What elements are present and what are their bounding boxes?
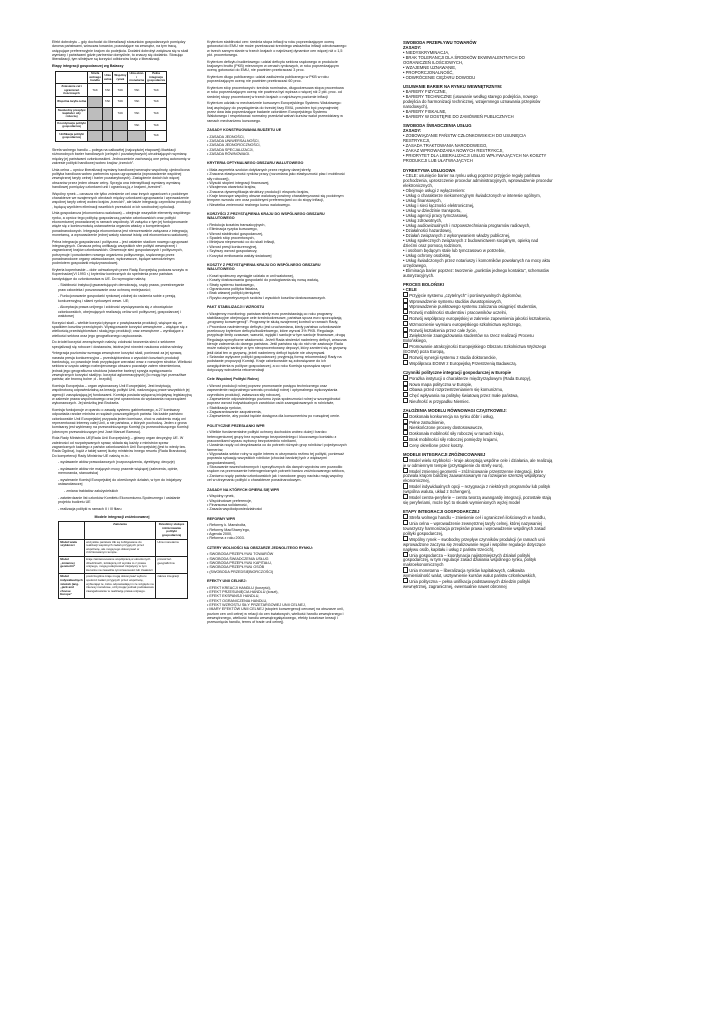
checkbox-bullet-icon [403, 520, 408, 525]
paragraph: • EFEKT EKSPANSJI HANDLU, [207, 594, 260, 599]
table-cell: TAK [128, 120, 146, 131]
line-text: • BRAK TOLERANCJI DLA ŚRODKÓW EKWIWALENTNYCH DO OGRANICZEŃ ILOŚCIOWYCH, [403, 55, 525, 65]
paragraph: Kryterium długu publicznego: udział zadłużenia publicznego w PKB w roku poprzedzającym ocenę nie powinien przekraczać 60 proc. [207, 75, 329, 84]
paragraph: Wspólny rynek – oznacza nie tylko zniesienie ceł oraz innych ograniczeń z podobnym charakterze we wzajemnych obrotach między członkami ugrupowania i wprowadzenie wspólnej taryfy celnej wobec krajów „trzecich”, ale także integrację czynników produkcji , będącą wynikiem eliminacji wszelkich przeszkód w ich swobodnej cyrkulacji. [52, 191, 191, 209]
paragraph: • Procedura nadmiernego deficytu: jest uruchamiana, kiedy państwo członkowskie przekroczy kryterium deficytu/budżetowego, które wynosi 3% PKB. Regulacja przypisuje limity czasowe, warunki, wyjątki i sankcje w tym sankcje finansowe, drugą Regulacja specyficzne wiadomość. Jeżeli Rada stwierdzi nadmierny deficyt, wówczas kieruje zalecenia do danego państwa. Jeśli państwo się do nich nie zastosuje Rada może nałożyć sankcje w tym nieoprocentowany depozyt, który zamieni się w grzywnę jeśli dział ten w grzywnę, jeżeli nadmierny deficyt będzie nie utrzymywał. [207, 324, 347, 355]
paragraph: Kryterium deficytu budżetowego: udział deficytu sektora rządowego w produkcie krajowym brutto (PKB) mierzonym w cenach rynkowych, w roku poprzedzającym ocenę gotowości do EMU, nie powinien przekraczać 3 proc. [207, 59, 339, 73]
table-header-cell: Wspólny rynek [113, 71, 128, 84]
line-text: • Usług w dziedzinie transportu, [403, 207, 462, 213]
section-heading: ZASADY NA KTÓRYCH OPIERA SIĘ WPR [207, 487, 280, 492]
checkbox-bullet-icon [403, 413, 408, 418]
line-text: • BARIERY FIZYCZNE, [403, 89, 447, 95]
line-text: • Działań związanych z wykonywaniem władzy publicznej, [403, 232, 511, 238]
paragraph: • Straty systemu bankowego, [207, 282, 255, 287]
integration-models-table [58, 521, 188, 599]
line-text: Doskonała konkurencja na rynku dóbr i usług, [409, 413, 494, 419]
paragraph: • ZASADA JEDNOROCZNOŚCI, [207, 143, 261, 148]
paragraph: • Kraje tworzące wspólny obszar walutowy powinny charakteryzować się podobnym tempem wzrostu cen oraz podobnymi preferencjami co do stopy inflacji, [207, 194, 344, 203]
line-text: Rozwój mobilności studentów i pracowników uczelni, [409, 309, 507, 315]
list-line [403, 552, 553, 568]
paragraph: • MIARY EFEKTÓW UNII CELNEJ (stopień konwergencji cenowej na obszarze unii, poziom cen unii celnej w relacji do cen światowych, wielkość handlu zewnętrznego i wewnętrznego, wielkość handlu wewnątrzgałęziowego, efekty kosztowe kreacji i przesunięcia handlu, terms of trade unii celnej). [207, 607, 344, 625]
line-text: Wprowadzenie systemu studiów dwustopniowych, [409, 298, 503, 304]
line-text: Chęć wpływania na politykę światową przez małe państwa, [409, 392, 519, 398]
table-cell: TAK [128, 84, 146, 97]
section-heading: KOSZTY Z PRZYSTĄPIENIA KRAJU DO WSPÓLNEGO OBSZARU WALUTOWEGO [207, 262, 321, 272]
paragraph: - Funkcjonowanie gospodarki rynkowej zdolnej do radzenia sobie z presją konkurencyjną i siłami rynkowymi wewn. UE; [58, 294, 176, 303]
section-heading: REFORMY WPR [207, 516, 235, 521]
table-cell: TAK [146, 120, 167, 131]
table-cell [113, 120, 128, 131]
line-text: Przyjęcie systemu „czytelnych” i porównywalnych dyplomów, [409, 292, 522, 298]
table-header-row [56, 71, 167, 84]
table-row-label: Koordynacja polityki gospodarczej [56, 120, 88, 131]
line-text: Zwiększenie zaangażowania studentów na rzecz realizacji Procesu Bolońskiego, [403, 333, 534, 344]
paragraph: • (SWOBODA PRZEDSIĘBIORCZOŚCI) [207, 569, 274, 574]
checkbox-bullet-icon [403, 321, 408, 326]
paragraph: • Niewielka zmienność realnego kursu walutowego. [207, 202, 291, 207]
table-row-label: Model „zmiennej geometrii” [59, 557, 85, 574]
line-text: ZAŁOŻENIA MODELU RÓWNOWAGI CZĄSTKOWEJ: [403, 407, 507, 413]
paragraph: • SWOBODA PRZEPŁYWU OSÓB [207, 565, 265, 570]
table-cell [102, 120, 112, 131]
line-text: Ceny określone przez koszty. [409, 442, 464, 448]
line-text: • ODWRÓCENIE CIĘŻARU DOWODU [403, 75, 476, 80]
table-cell [88, 120, 103, 131]
list-line [403, 133, 553, 143]
paragraph: • Redukcja kosztów transakcyjnych, [207, 223, 266, 228]
line-text: • i osobom będącym stale lub tymczasowo w potrzebie, [403, 247, 506, 253]
list-line [403, 578, 553, 589]
checkbox-bullet-icon [403, 578, 408, 583]
table-header-cell: Założenia [84, 522, 155, 539]
table-row-label: Unifikacja polityki gospodarczej [56, 131, 88, 142]
checkbox-bullet-icon [403, 360, 408, 365]
paragraph: • Wielkie fundamentalne polityki ochrony dochodów wobec dużej i bardzo heterogenicznej grupy bez wyraźnego bezpośredniego i kluczowego kontaktu z pracownikami wyrazu wyborcy bezpośrednio rolnikami, [207, 430, 337, 444]
table-header-cell: Unia ekon. i monetarna [129, 71, 145, 83]
paragraph: • Wzrost stabilności gospodarczej, [207, 231, 264, 236]
line-text: Współpraca EOSW z Europejską Przestrzenią Badawczą. [409, 360, 517, 366]
table-row [59, 539, 188, 556]
column-left [52, 40, 192, 599]
table-cell: TAK [113, 84, 128, 97]
line-text: • Usług audiowizualnych i rozpowszechniania programów radiowych, [403, 222, 531, 228]
paragraph: Do źródeł korzyści zewnętrznych należą: zdolność tworzenia sieci z sektorem specjalizacji się robocze i dostawców, istotna jest również naukowa zdolna wiedzy. [52, 340, 184, 349]
line-text: Model indywidualnych opcji – rezygnacja z niektórych programów lub polityk (wspólna waluta, układ z Schengen), [403, 484, 551, 495]
line-text: SWOBODA ŚWIADCZENIA USŁUG [403, 123, 472, 129]
section-heading: ZASADY KONSTRUOWANIA BUDŻETU UE [207, 128, 282, 133]
line-text: MODELE INTEGRACJI ZRÓŻNICOWANEJ [403, 451, 486, 457]
checkbox-bullet-icon [403, 392, 408, 397]
paragraph: - zatwierdzanie list członków Komitetu Ekonomiczno-Społecznego i ustalanie projektu budżetu UE [58, 495, 181, 504]
checkbox-bullet-icon [403, 494, 408, 499]
line-text: Rozwój kształcenia przez całe życie, [409, 327, 477, 333]
line-text: • Usług agencji pracy tymczasowej, [403, 212, 469, 218]
line-text: Model wielu szybkości - kraje akceptują wspólne cele i działania, ale realizują je w odmiennym tempie (przystąpienie do strefy euro), [403, 457, 553, 468]
paragraph: • ZASADA RÓWNOWAGI. [207, 152, 251, 157]
line-text: • Eliminacja barier poprzez: tworzenie „punktów jednego kontaktu”, schematów autoryzacyjnych. [403, 267, 550, 278]
paragraph: • Wspólny rynek, [207, 494, 235, 499]
line-text: • Usług świadczonych przez notariuszy i komorników powołanych na mocy aktu urzędowego, [403, 257, 551, 268]
paragraph: • Sztandar wytyczne polityki gospodarczej: przyjmują formę rekomendacji Rady na podstawie propozycji Komisji. Kraje członkowskie są zobowiązane do ich uwzględnienia w polityce gospodarczej, a co roku Komisja sporządza raport dotyczący wdrożenia rekomendacji [207, 354, 342, 373]
list-line [403, 94, 553, 109]
table-header-cell [59, 522, 85, 539]
paragraph: • EFEKT PRZESUNIĘCIA HANDLU (koszt), [207, 589, 279, 594]
table-row [56, 97, 167, 108]
paragraph: • Korzyści emitowania waluty światowej [207, 253, 272, 258]
checkbox-bullet-icon [403, 424, 408, 429]
table-cell: poszczególne kraje mogą dokonywać wyboru spośród zadań przyjętych przez wspólnotę, wybierając te, które odpowiadają im ze względu na interesy narodowe, utrzymując jednak podstawowe zaangażowanie w realizację prawa unijnego. [84, 574, 155, 599]
paragraph: Pełna integracja gospodarcza i polityczna – jest ostatnim stadium nowego ugrupowań integracyjnych. Oznacza pełną unifikację wszystkich sfer polityki wewnętrznej i zagranicznej krajów członkowskich. Obserwuje sieć gospodarczych i politycznych, potrzymuje i powołaniem nowego organizmu politycznego, rządzonego przez ponadnarodowe organy ustawodawcze, wykonawcze, będące samodzielnym podmiotem gospodarki międzynarodowej. [52, 239, 189, 266]
paragraph: • Uważnia rządy od decydowania co do potrzeb różnych grup rolników i pojedynczych farmerów, [207, 443, 347, 452]
table-cell [88, 97, 103, 108]
table-header-row [59, 522, 188, 539]
left-body [52, 148, 192, 519]
checkbox-bullet-icon [403, 514, 408, 519]
line-text: • ZASADA TRAKTOWANIA NARODOWEGO, [403, 143, 488, 149]
section-heading: KORZYŚCI Z PRZYSTĄPIENIA KRAJU DO WSPÓLNEGO OBSZARU WALUTOWEGO [207, 212, 325, 221]
list-line [403, 173, 553, 188]
checkbox-bullet-icon [403, 567, 408, 572]
paragraph: Kryterium udziału w mechanizmie kursowym Europejskiego Systemu Walutowego: kraj aspirujący do przystąpienia do trzeciej fazy EMU, powinien być przynajmniej przez dwa lata poprzedzające badanie członkiem Europejskiego Systemu Walutowego i respektować normalny przedział wahań kursów walut przewidziany w ramach mechanizmu kursowego. [207, 101, 343, 123]
line-text: • Usług finansowych, [403, 197, 442, 203]
paragraph: - Stabilność instytucji gwarantujących demokrację, rządy prawa, przestrzeganie praw człowieka i poszanowanie oraz ochronę mniejszości; [58, 283, 185, 292]
list-line [403, 520, 553, 536]
paragraph: • Wypowiada sektor rolny w ogóle interes w utrzymaniu reżimu tej polityki, ponieważ poprawia sytuację wszystkich rolników (chociaż bardziej tych z większymi gospodarstwami), [207, 452, 344, 465]
table-cell [113, 131, 128, 142]
table-row [56, 84, 167, 97]
paragraph: • Znaczna dywersyfikacja struktury produkcji i eksportu krajów, [207, 189, 309, 194]
paragraph: • Stosowanie wszechobronnych i specyficznych dla danych wyrobów cen pozwoliło rządom na przenoszenie heterogenicznych potrzeb bardzo zróżnicowanego sektora, [207, 465, 345, 474]
checkbox-bullet-icon [403, 327, 408, 332]
table-header-cell: Pełna integracja gospodarcza [147, 71, 166, 83]
paragraph: - Akceptacja prawa unijnego i zdolność wywiązywania się z obowiązków członkowskich, obejmujących realizację celów unii politycznej, gospodarczej i walutowej [58, 305, 181, 318]
line-text: Rozwój współpracy europejskiej w zakresie zapewnienia jakości kształcenia, [409, 315, 551, 321]
paragraph: • Finansowa solidarność, [207, 502, 248, 507]
paragraph: Rola Rady Ministrów UE(Rada Unii Europejskiej) – główny organ decyzyjny UE. W zależności od rozpatrywanych spraw, składa się każdy z ministrów spraw zagranicznych każdego z państw członkowskich Unii Europejskiej (jest to wtedy tzw. Rada Ogólna), bądź z takiej samej liczby ministrów innego resortu (Rada Branżowa). Do kompetencji Rady Ministrów UE należą m.in.: [52, 436, 188, 458]
line-text: Rozwój synergii systemu z studia doktoranckie, [409, 354, 497, 360]
checkbox-bullet-icon [403, 315, 408, 320]
section-heading: Cele Wspólnej Polityki Rolnej [207, 377, 259, 382]
paragraph: • SWOBODA ŚWIADCZENIA USŁUG [207, 556, 269, 561]
paragraph: • Zapewnienie, aby podaż będzie dostępna dla konsumentów po rozsądnej cenie. [207, 414, 341, 419]
list-line [403, 567, 553, 578]
paragraph: Unia gospodarcza (ekonomiczno-walutowa) – obejmuje wszystkie elementy wspólnego rynku, a oprócz tego politykę gospodarczą państw członkowskich oraz polityki ekonomicznej prowadzonej w ramach wspólnoty. W związku z tym jej funkcjonowanie wiąże się z koniecznością ustanowienia organów władzy o kompetencjach ponadnarodowych. Integracja ekonomiczna jest nierozerwalnie związana z integracją monetarną, a wprowadzenie jednej waluty stanowi istotę unii ekonomiczno-walutowej. [52, 211, 191, 237]
table-cell [88, 131, 103, 142]
paragraph: Kryteria kopenhaskie – dobr uchwalonych przez Radę Europejską podczas szczytu w Kopenhadze(VI 1993 r.) kryteriów koniecznych do spełnienia przez państwa kandydujące do członkowstwa w UE. Do wymogów należą: [52, 267, 188, 281]
table-cell: TAK [146, 84, 167, 97]
checkbox-bullet-icon [403, 381, 408, 386]
paragraph: Kryterium stóp procentowych: średnia nominalna, długookresowa stopa procentowa w roku poprzedzającym ocenę nie powinna być wyższa o więcej niż 2 pkt. proc. od średniej stopy procentowej w trzech krajach o najniższym poziomie inflacji [207, 85, 344, 99]
paragraph: • Zasada współodpowiedzialności [207, 507, 262, 512]
line-text: Nowa mapa polityczna w Europie, [409, 381, 473, 387]
table-cell: zakres integracji [156, 574, 188, 599]
checkbox-bullet-icon [403, 309, 408, 314]
line-text: ZASADY: [403, 128, 422, 134]
paragraph: • Reformy MacSharry'ego, [207, 527, 250, 532]
paragraph: • Ryzyko asymetrycznych szoków i wysokich kosztów dostosowawczych. [207, 295, 327, 300]
table-cell: TAK [102, 84, 112, 97]
table-header-cell: Unia celna [102, 71, 112, 84]
paragraph: • SWOBODA PRZEPŁYWU TOWARÓW [207, 552, 274, 557]
list-line [403, 536, 553, 552]
checkbox-bullet-icon [403, 375, 408, 380]
paragraph: • SWOBODA PRZEPŁYWU KAPITAŁU, [207, 560, 272, 565]
line-text: Unia monetarna – liberalizacja rynków kapitałowych, całkowita wymienialność walut, usztywnienie kursów walut państw członkowskich, [403, 568, 537, 579]
list-line [403, 457, 553, 468]
list-line [403, 258, 553, 268]
paragraph: • Wspólnotowe preferencje, [207, 498, 252, 503]
paragraph: • Mniejsza niepewność co do skali inflacji, [207, 240, 276, 245]
line-text: • BARIERY FISKALNE, [403, 109, 447, 115]
table-cell: TAK [146, 107, 167, 120]
line-text: Porażka instytucji o charakterze międzyrządowym (Rada Europy), [409, 375, 532, 381]
table-row [59, 557, 188, 574]
paragraph: Modele integracji zróżnicowanej [94, 514, 150, 519]
paragraph: Kryterium stabilności cen: średnia stopa inflacji w roku poprzedzającym ocenę gotowości do EMU nie może przekraczać średniego wskaźnika inflacji odnotowanego w trzech samym stanie w trzech krajach o najniższej dynamice cen więcej niż o 1,5 pkt. procentowego. [207, 40, 347, 58]
line-text: ZASADY: [403, 45, 422, 50]
column-middle [207, 40, 347, 625]
checkbox-bullet-icon [403, 430, 408, 435]
paragraph: - wydawanie aktów nie mających mocy prawnie wiążącej (zalecenia, opinie, memoranda, stanowiska) [58, 466, 179, 476]
line-text: • ZOBOWIĄZANIE PAŃSTW CZŁONKOWSKICH DO USUNIĘCIA RESTRYKCJI, [403, 133, 526, 144]
line-text: USUWANIE BARIER NA RYNKU WEWNĘTRZNYM: [403, 84, 503, 90]
checkbox-bullet-icon [403, 457, 408, 462]
checkbox-bullet-icon [403, 332, 408, 337]
line-text: • BARIERY W DOSTĘPIE DO ZAMÓWIEŃ PUBLICZNYCH [403, 114, 514, 120]
paragraph: • Ograniczona polityka fiskalna, [207, 286, 259, 291]
table-row-label: Swobodny przepływ kapitału i siły roboczej [56, 107, 88, 120]
table-row [56, 107, 167, 120]
left-intro [52, 40, 192, 68]
checkbox-bullet-icon [403, 298, 408, 303]
paragraph: Strefa wolnego handlu – polega na całkowitej (najczęściej etapowej) likwidacji różnorodnych barier handlowych (celnych i pozataryfowych) utrudniających wymianę między jej państwami członkowskimi. Jednocześnie zachowują one pełną autonomię w zakresie polityki handlowej wobec krajów „trzecich”. [52, 147, 191, 165]
list-line [403, 268, 553, 278]
checkbox-bullet-icon [403, 343, 408, 348]
integration-stages-table [55, 71, 167, 142]
table-row [56, 120, 167, 131]
paragraph: • Wzrost presji konkurencyjnej, [207, 244, 258, 249]
paragraph: - zmiana traktatów założycielskich [64, 488, 119, 493]
line-text: Brak mobilności siły roboczej pomiędzy krajami, [409, 436, 498, 442]
paragraph: • Reforma z roku 2003. [207, 536, 245, 541]
table-cell: TAK [102, 97, 112, 108]
line-text: • Obejmuje usługi z wyłączeniem: [403, 187, 466, 193]
checkbox-bullet-icon [403, 419, 408, 424]
paragraph: *Integracja poziomów wzmaga zewnętrzne korzyści skali, ponieważ za jej sprawą narasta presja konkurencyjna – przedsiębiorstwa o wysokich kosztach produkcji bankrutują, co powoduje brak przypisujące wzrostać wraz z rozwojem struktur. Wielkość sektora w często całego rozbrojenowego obszaru pozostaje zatem niezmieniona, jednak jego geograficzna struktura (stasetne bariery) sprzyja występowaniu zewnętrznych korzyści skali(np. korzyści aglomeracyjnych) [to mogę być przerażliwe państw, ale bronną bolne ;d - brzydki] [52, 351, 193, 382]
line-text: Model centra-peryferie – centra tworzą awangardę integracji, pozostałe stają się peryferiami, może być to skutek wymienionych wyżej model [403, 495, 551, 506]
list-line [403, 468, 553, 484]
line-text: Strefa wolnego handlu – zniesienie ceł i ograniczeń ilościowych w handlu, [409, 515, 546, 521]
line-text: Obawa przed rozprzestrzenianiem się komunizmu, [409, 387, 504, 393]
list-line [403, 343, 553, 354]
table-cell: TAK [146, 131, 167, 142]
paragraph: • Zarówno rządy państw członkowskich jak i narodowe grupy nacisku mają wspólny cel w utrzymaniu polityki o charakterze ponadnarodowym. [207, 473, 343, 483]
line-text: • Usług i sieci łączności elektronicznej, [403, 202, 475, 208]
paragraph: Efekt dobrobytu – gdy dochodzi do liberalizacji stosunków gospodarczych pomiędzy dwoma państwami, wówczas towarów, pozostające na zewnątrz, na tym tracą, ustępujące preferencyjnie krajom do podejścia. Dodatni dobrobyt zwiększa się w skali wymiany i państwami gdzie partnerów domyślnie, to znaczy się dodatnio. Stosując liberalizacji, tym silniejsze są korzyści odbiorców kraju z liberalizacji. [52, 40, 189, 62]
checkbox-bullet-icon [403, 303, 408, 308]
paragraph: • Koszt społeczny wymiągle udziału w unii walutowej, [207, 273, 294, 278]
checkbox-bullet-icon [403, 468, 408, 473]
paragraph: Korzyści skali – wielkie korzyści płynące z powiększania produkcji, wiążące się ze spadkiem kosztów przeciętnych. Występowanie korzyści wewnętrzne – wiążące się z wielkością przedsiębiorstwa i skalą jego produkcji; oraz zewnętrzne – wynikające z wielkości sektora oraz jego geograficznego usytuowania. [52, 320, 188, 338]
paragraph: • Mała asymetria szoków dotykanych przez regiony danej strefy, [207, 168, 312, 173]
line-text: Wzmocnienie wymiaru europejskiego szkolnictwa wyższego, [409, 321, 522, 327]
line-text: • ZAKAZ WPROWADZANIA NOWYCH RESTRYKCJI, [403, 148, 504, 154]
line-text: • WZAJEMNE UZNAWANIE, [403, 65, 457, 70]
paragraph: • Spadek stóp procentowych, [207, 236, 255, 241]
paragraph: • Reformy k. Mansholta, [207, 523, 247, 528]
line-text: Nieufność w przypadku Niemiec. [409, 398, 470, 404]
table-row [56, 131, 167, 142]
line-text: • Działalności hazardowej, [403, 227, 452, 233]
line-text: • CELE [403, 286, 417, 292]
paragraph: • ZASADA JEDNOŚCI, [207, 134, 245, 139]
paragraph: • ZASADA UNIWERSALNOŚCI, [207, 139, 260, 144]
paragraph: • Wzrost produkcji rolnej poprzez promowanie postępu technicznego oraz zapewnienie racjonalnego wzrostu produkcji rolnej i optymalnego wykorzystania czynników produkcji, zwłaszcza siły roboczej, [207, 384, 338, 397]
line-text: SWOBODA PRZEPŁYWU TOWARÓW [403, 40, 477, 45]
section-heading: KRYTERIA OPTYMALNEGO OBSZARU WALUTOWEGO [207, 161, 304, 166]
section-heading: CZTERY WOLNOŚCI NA OBSZARZE JEDNOLITEGO RYNKU: [207, 545, 314, 550]
table-cell [102, 107, 112, 120]
table-cell: TAK [128, 107, 146, 120]
table-cell: TAK [128, 97, 146, 108]
table-header-cell: Strefa wolnego handlu [89, 71, 101, 83]
line-text: • CELE: usunięcie barier na rynku usług poprzez przyjęcie reguły państwa pochodzenia, uproszczenie procedur administracyjnych, wprowadzenie procedur elektronicznych, [403, 172, 553, 188]
table-cell: wszystkie państwa UE są zobligowane do realizacji wspólnych zadań przyjętych przez wspólnotę, ale mogą tego dokonywać w zróżnicowanym tempie. [84, 539, 155, 556]
paragraph: • EFEKT OGRANICZENIA HANDLU, [207, 598, 268, 603]
line-text: • BARIERY TECHNICZNE (usuwanie według starego podejścia, nowego podejścia do harmonizacji technicznej, wzajemnego uznawania przepisów narodowych), [403, 94, 541, 110]
table-cell [88, 107, 103, 120]
line-text: Unia celna – wprowadzenie zewnętrznej taryfy celnej, której nazywaniej towarzyszy harmonizacja przepisów prawa i wprowadzenie wspólnych zasad polityki gospodarczej, [403, 520, 546, 536]
checkbox-bullet-icon [403, 483, 408, 488]
line-text: • NIEDYSKRYMINACJA, [403, 50, 450, 55]
paragraph: Etapy integracji gospodarczej wg Balassy [52, 64, 124, 69]
list-line [403, 375, 553, 381]
checkbox-bullet-icon [403, 436, 408, 441]
table-cell: TAK [146, 97, 167, 108]
paragraph: • EFEKT KREACJI HANDLU (korzyść), [207, 585, 271, 590]
table-row-label: Wspólna taryfa celna [56, 97, 88, 108]
table-row [59, 574, 188, 599]
table-header-cell [56, 71, 88, 84]
column-right [403, 40, 553, 589]
paragraph: • Znaczna elastyczność rynków pracy (rozumiana jako elastyczność płac i mobilność siły roboczej), [207, 172, 345, 181]
line-text: • PROPORCJONALNOŚĆ, [403, 70, 454, 75]
list-line [403, 55, 553, 65]
checkbox-bullet-icon [403, 442, 408, 447]
table-header-cell: Dziedziny służące różnicowaniu polityki gospodarczej [156, 522, 188, 539]
line-text: Model zmiennej geometrii – zróżnicowanie przestrzenne integracji, które pozwala krajom bardziej zaawansowanym na rozwijanie szerszej współpracy ekonomicznej, [403, 468, 546, 484]
checkbox-bullet-icon [403, 536, 408, 541]
section-heading: POLITYCZNE PRZESŁANKI WPR [207, 423, 265, 428]
line-text: Nieskończone procesy dostosowawcze, [409, 425, 484, 431]
paragraph: • Koszty dostosowania gospodarki do posługiwania się nową walutą, [207, 278, 319, 283]
list-line [403, 238, 553, 248]
paragraph: • ZASADA SPECJALIZACJI, [207, 147, 254, 152]
list-line [403, 483, 553, 494]
table-cell: kraje zainteresowane współpracą w określonych dziedzinach, ściślejszą niż wynika to z prawa unijnego, mogą podejmować inicjatywy w tym kierunku na zasadzie tymczasowości lub trwałości [84, 557, 155, 574]
paragraph: • Brak własnej polityki pieniężnej [207, 291, 261, 296]
line-text: DYREKTYWA USŁUGOWA [403, 167, 456, 173]
table-cell [102, 131, 112, 142]
paragraph: - wywieranie Komisji Europejskiej do określonych działań, w tym do inicjatywy ustawodawczej [58, 477, 182, 487]
paragraph: • Zapewnienie odpowiedniego poziomu życia społeczności rolnej w szczególności poprzez wzrost indywidualnych zarobków osób zaangażowanych w rolnictwie, [207, 397, 341, 406]
table-row-label: Zniesienie ceł i ograniczeń ilościowych [56, 84, 88, 97]
line-text: Promowanie atrakcyjności Europejskiego Obszaru Szkolnictwa Wyższego (EOSW) poza Europą, [403, 343, 547, 354]
table-cell: TAK [113, 97, 128, 108]
paragraph: • EFEKT WZROSTU SIŁY PRZETARGOWEJ UNII CELNEJ, [207, 602, 306, 607]
list-line [403, 153, 553, 163]
paragraph: Unia celna – oprócz liberalizacji wymiany handlowej wewnątrz wspólnoty, ujednolicona polityka handlowa wobec partnerów spoza ugrupowania (wprowadzenie wspólnej zewnętrznej taryfy celnej i barier pozataryfowych). Zastąpienie dwóch lub więcej obszarów przez jeden obszar celny. Sprzyja ona intensyfikacji wymiany wymianę handlowej pomiędzy członkami unii i ograniczą ją z krajami „trzecimi”. [52, 167, 190, 189]
table-cell: Unia monetarna [156, 539, 188, 556]
paragraph: • Zagwarantowanie zaopatrzenia, [207, 410, 262, 415]
line-text: • Usług ochrony osobistej, [403, 252, 452, 258]
list-line [403, 332, 553, 343]
section-heading: EFEKTY UNII CELNEJ: [207, 578, 247, 583]
list-line [403, 315, 553, 321]
line-text: Wprowadzenie punktowego systemu zaliczania osiągnięć studentów, [409, 304, 537, 310]
line-text: • PRIORYTET DLA LIBERALIZACJI USŁUG WPŁYWAJĄCYCH NA KOSZTY PRODUKCJI LUB UŁATWIAJĄCYCH [403, 153, 547, 164]
line-text: Unia gospodarcza – koordynacja najistotniejszych działań polityki gospodarczej, w tym regulacje zasad działania wspólnego rynku, polityk makroekonomicznych [403, 552, 537, 568]
table-cell: przestrzeń geograficzna [156, 557, 188, 574]
checkbox-bullet-icon [403, 552, 408, 557]
paragraph: • Stabilizacja rynków, [207, 405, 242, 410]
checkbox-bullet-icon [403, 386, 408, 391]
paragraph: • Eliminacja ryzyka kursowego, [207, 227, 258, 232]
paragraph: • Agenda 2000, [207, 531, 233, 536]
checkbox-bullet-icon [403, 354, 408, 359]
table-row-label: Model indywidualnych ścieżek (ang. „pick and choose Europe” [59, 574, 85, 599]
line-text: Czynniki polityczne integracji gospodarczej w Europie [403, 369, 511, 375]
table-cell: TAK [113, 107, 128, 120]
paragraph: - wydawanie aktów prawodawczych (rozporządzenia, dyrektywy, decyzje) [58, 460, 175, 465]
line-text: Pełne zatrudnienie, [409, 419, 446, 425]
table-cell [128, 131, 146, 142]
line-text: ETAPY INTEGRACJI GOSPODARCZEJ [403, 509, 480, 515]
checkbox-bullet-icon [403, 398, 408, 403]
paragraph: Komisja funkcjonuje w oparciu o zasadę systemu gabinetowego, a 27 komisarzy odpowiada randze ministra w rządach poszczególnych państw. Na każde państwo członkowskie Unii Europejskiej przypada jeden komisarz, choć w założeniu mają oni reprezentować interesy całej Unii, a nie państwa, z których pochodzą. Jeden z grona komisarzy jest wybierany na przewodniczącego Komisji (w przewodniczącego Komisji (obecnym przewodniczącym jest José Manuel Barroso). [52, 407, 189, 434]
line-text: Doskonała mobilność siły roboczej w ramach kraju, [409, 431, 504, 437]
table-cell: TAK [88, 84, 103, 97]
line-text: Unia polityczna – pełna unifikacja podstawowych dziedzin polityki wewnętrznej, zagranicznej, ewentualnie nawet obronnej [403, 579, 531, 589]
line-text: • Usług społecznych związanych z budownictwem socjalnym, opieką nad dziećmi oraz pomocą rodzinom, [403, 237, 539, 248]
checkbox-bullet-icon [403, 292, 408, 297]
paragraph: • Wzajemny monitoring: państwa strefy euro przedstawiają co roku programy stabilizacyjne obejmujące cele średniookresowe, państwa spoza euro sporządzają „programy konwergencji”. Programy te służą wzajemnej kontroli w ramach Rady, [207, 311, 342, 325]
paragraph: • Wysoki stopień integracji finansowej, [207, 181, 270, 186]
line-text: PROCES BOLOŃSKI [403, 281, 444, 287]
paragraph: Komisja Europejska – organ wykonawczy Unii Europejskiej. Jest instytucją wspólnotową odpowiedzialną za kreację polityki Unii, nadzorującą prace wszystkich jej agencji i zarządzającą jej funduszami. Komisja posiada wyłączną inicjatywę legislacyjną w zakresie prawa wspólnotowego oraz jest uprawniona do wydawania rozporządzeń wykonawczych. Jej siedzibą jest Bruksela. [52, 383, 192, 406]
paragraph: • Szybszy wzrost gospodarczy, [207, 249, 258, 254]
line-text: Wspólny rynek – swobodny przepływ czynników produkcji (w ramach unii wprowadzone zaczyna się zrealizowanie reguł i wspólne regulacje dotyczące napływu osób, kapitału i usług z państw trzecich), [403, 536, 546, 552]
section-heading: PAKT STABILIZACJI I WZROSTU [207, 304, 265, 309]
table-row-label: Model wielu szybkości [59, 539, 85, 556]
list-line [403, 494, 553, 505]
paragraph: • Wzajemna otwartość krajów, [207, 185, 257, 190]
line-text: • Usług o charakterze niekomercyjnym świadczonych w interesie ogólnym, [403, 192, 541, 198]
paragraph: - realizacja polityki w ramach II i III filaru [58, 506, 122, 511]
line-text: • Usług zdrowotnych, [403, 217, 443, 223]
